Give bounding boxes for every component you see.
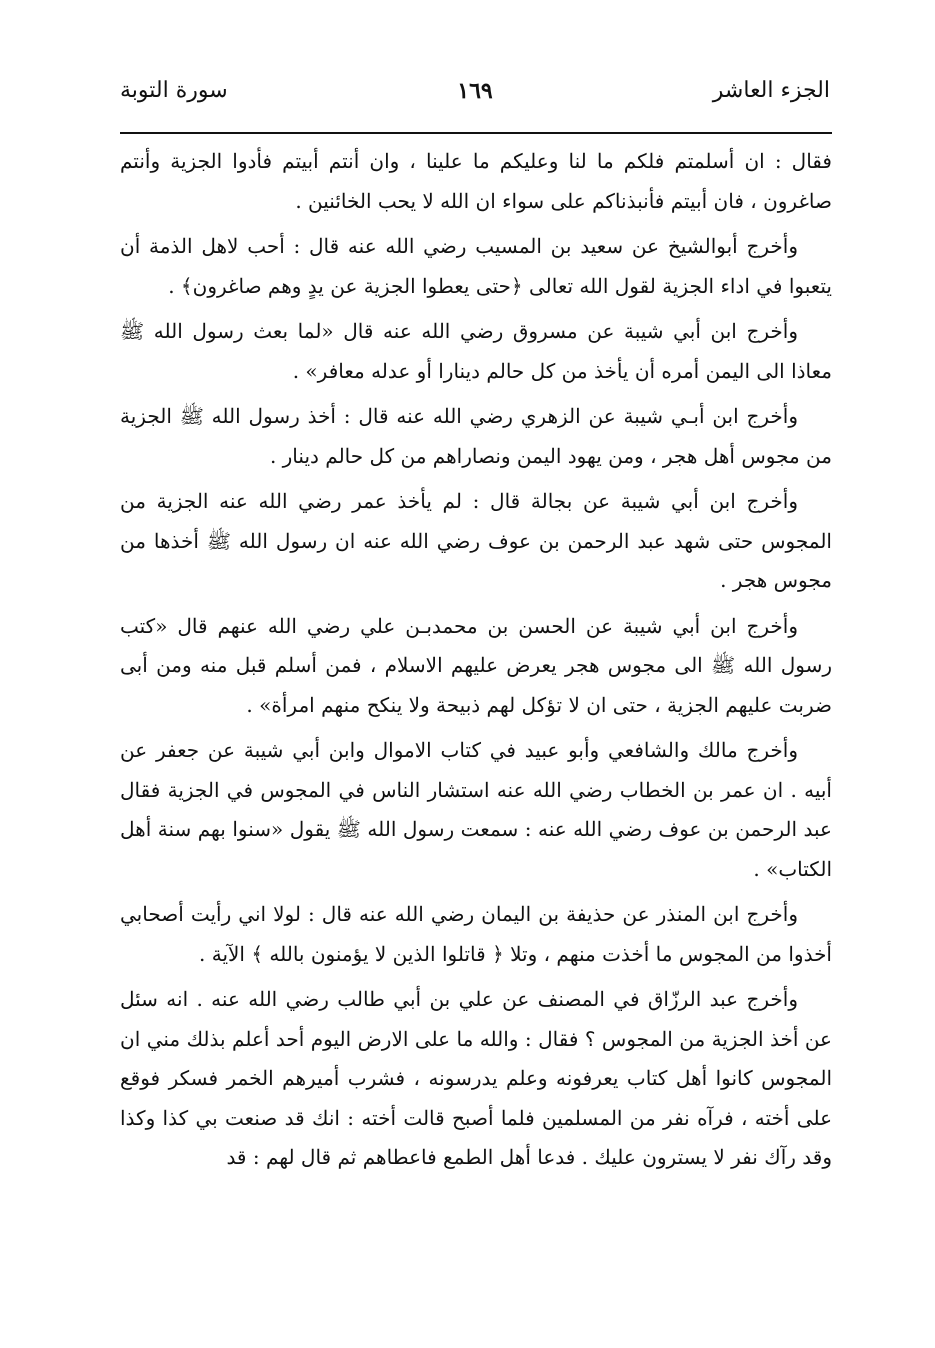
paragraph: وأخرج عبد الرزّاق في المصنف عن علي بن أبي طالب رضي الله عنه . انه سئل عن أخذ الجزية من المجوس ؟ فقال : والله ما على الارض اليوم أحد أعلم بذلك مني ان المجوس كانوا أهل كتاب يعرفونه وعلم يدرسونه ، فشرب أميرهم الخمر فسكر فوقع على أخته ، فرآه نفر من المسلمين فلما أصبح قالت أخته : انك قد صنعت بي كذا وكذا وقد رآك نفر لا يسترون عليك . فدعا أهل الطمع فاعطاهم ثم قال لهم : قد — [120, 987, 832, 1169]
part-title: الجزء العاشر — [712, 78, 830, 103]
paragraph: وأخرج ابن المنذر عن حذيفة بن اليمان رضي الله عنه قال : لولا اني رأيت أصحابي أخذوا من المجوس ما أخذت منهم ، وتلا ﴿ قاتلوا الذين لا يؤمنون بالله ﴾ الآية . — [120, 902, 832, 966]
paragraph: وأخرج أبوالشيخ عن سعيد بن المسيب رضي الله عنه قال : أحب لاهل الذمة أن يتعبوا في اداء الجزية لقول الله تعالى ﴿حتى يعطوا الجزية عن يدٍ وهم صاغرون﴾ . — [120, 234, 832, 298]
paragraph: وأخرج مالك والشافعي وأبو عبيد في كتاب الاموال وابن أبي شيبة عن جعفر عن أبيه . ان عمر بن الخطاب رضي الله عنه استشار الناس في المجوس في الجزية فقال عبد الرحمن بن عوف رضي الله عنه : سمعت رسول الله ﷺ يقول «سنوا بهم سنة أهل الكتاب» . — [120, 738, 832, 881]
page-body — [120, 142, 832, 1184]
page-header — [120, 78, 830, 118]
paragraph: فقال : ان أسلمتم فلكم ما لنا وعليكم ما علينا ، وان أنتم أبيتم فأدوا الجزية وأنتم صاغرون ، فان أبيتم فأنبذناكم على سواء ان الله لا يحب الخائنين . — [120, 149, 832, 213]
paragraph: وأخرج ابن أبـي شيبة عن الزهري رضي الله عنه قال : أخذ رسول الله ﷺ الجزية من مجوس أهل هجر ، ومن يهود اليمن ونصاراهم من كل حالم دينار . — [120, 404, 832, 468]
paragraph: وأخرج ابن أبي شيبة عن الحسن بن محمدبـن علي رضي الله عنهم قال «كتب رسول الله ﷺ الى مجوس هجر يعرض عليهم الاسلام ، فمن أسلم قبل منه ومن أبى ضربت عليهم الجزية ، حتى ان لا تؤكل لهم ذبيحة ولا ينكح منهم امرأة» . — [120, 613, 832, 717]
header-divider — [120, 132, 832, 134]
paragraph: وأخرج ابن أبي شيبة عن بجالة قال : لم يأخذ عمر رضي الله عنه الجزية من المجوس حتى شهد عبد الرحمن بن عوف رضي الله عنه ان رسول الله ﷺ أخذها من مجوس هجر . — [120, 489, 832, 592]
page-number: ١٦٩ — [457, 78, 493, 104]
paragraph: وأخرج ابن أبي شيبة عن مسروق رضي الله عنه قال «لما بعث رسول الله ﷺ معاذا الى اليمن أمره أن يأخذ من كل حالم دينارا أو عدله معافر» . — [120, 319, 832, 383]
surah-title: سورة التوبة — [120, 78, 228, 103]
